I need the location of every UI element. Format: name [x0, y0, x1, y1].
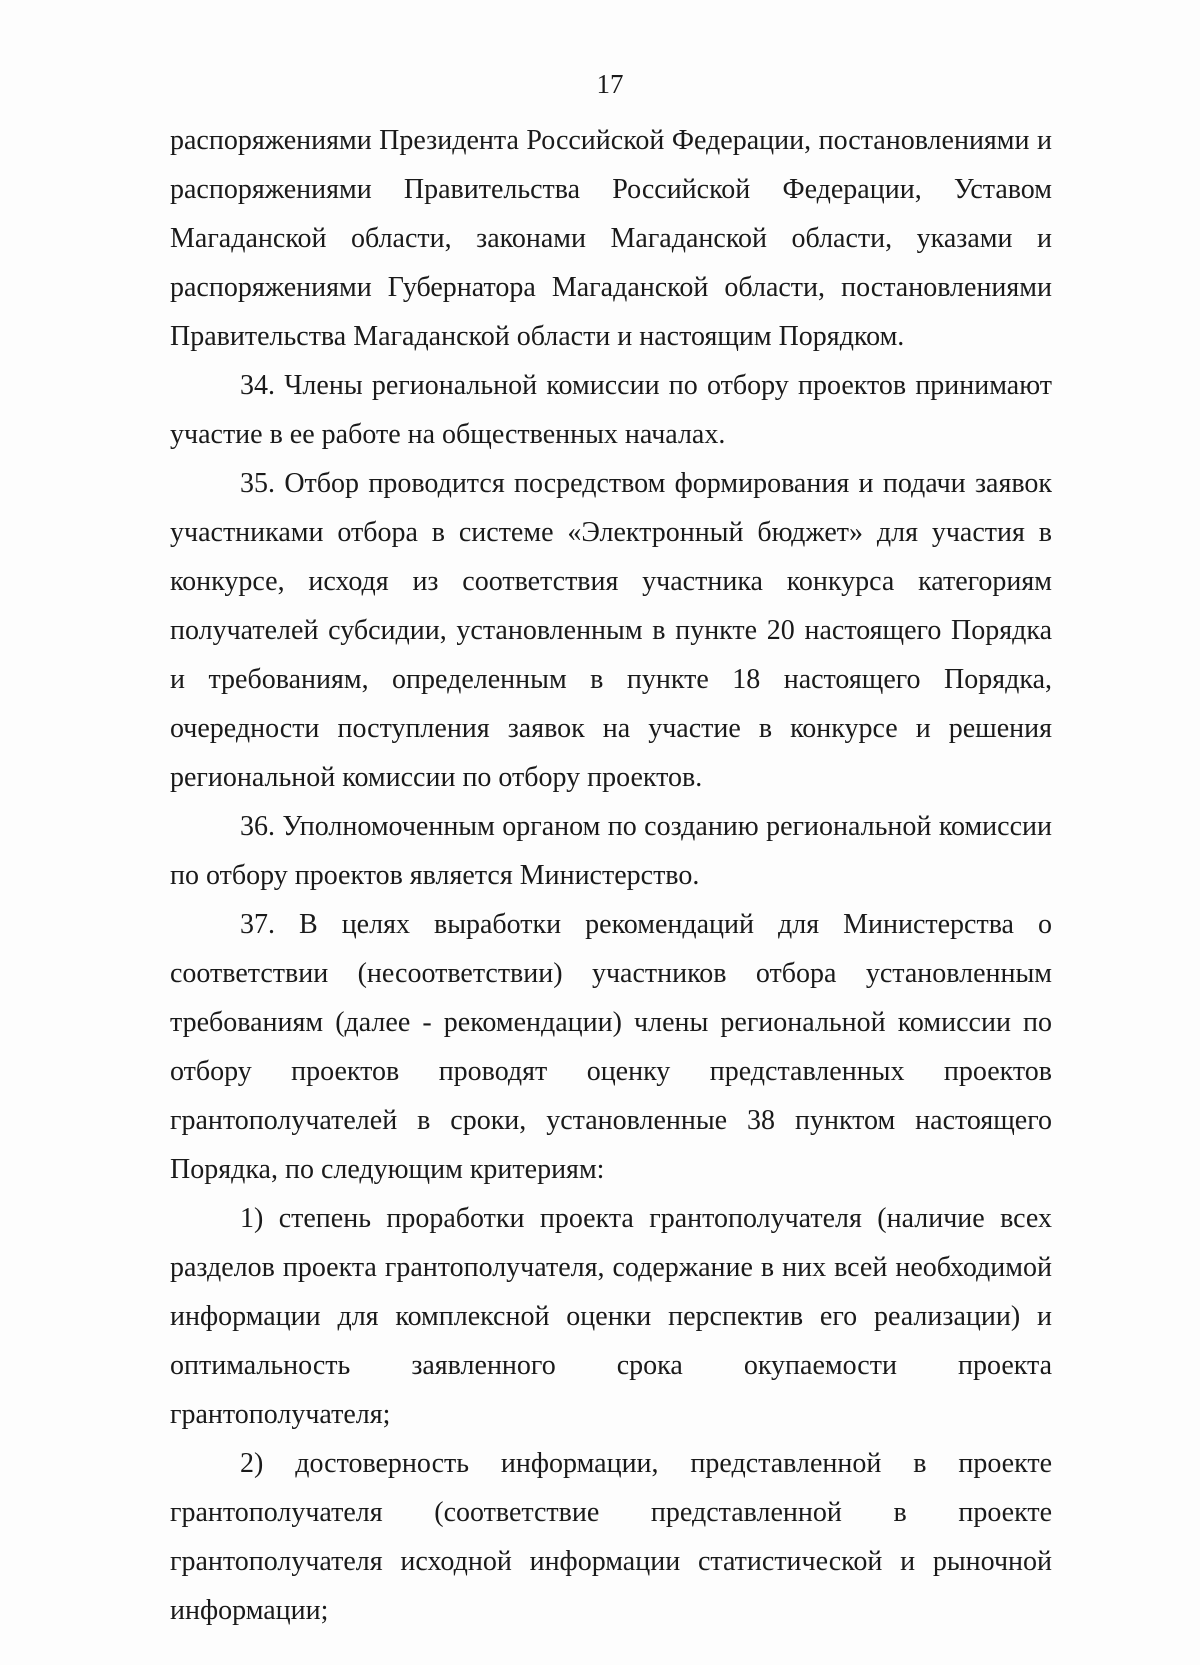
paragraph-35: 35. Отбор проводится посредством формирования и подачи заявок участниками отбора в системе «Электронный бюджет» для участия в конкурсе, исходя из соответствия участника конкурса категориям получателей субсидии, установленным в пункте 20 настоящего Порядка и требованиям, определенным в пункте 18 настоящего Порядка, очередности поступления заявок на участие в конкурсе и решения региональной комиссии по отбору проектов. — [170, 468, 1052, 793]
document-body — [170, 116, 1052, 1635]
page-number: 17 — [596, 69, 624, 99]
paragraph-37-item-1: 1) степень проработки проекта грантополучателя (наличие всех разделов проекта грантополучателя, содержание в них всей необходимой информации для комплексной оценки перспектив его реализации) и оптимальность заявленного срока окупаемости проекта грантополучателя; — [170, 1203, 1052, 1430]
paragraph-36: 36. Уполномоченным органом по созданию региональной комиссии по отбору проектов является Министерство. — [170, 811, 1052, 891]
paragraph-34: 34. Члены региональной комиссии по отбору проектов принимают участие в ее работе на общественных началах. — [170, 370, 1052, 450]
paragraph-continuation: распоряжениями Президента Российской Федерации, постановлениями и распоряжениями Правительства Российской Федерации, Уставом Магаданской области, законами Магаданской области, указами и распоряжениями Губернатора Магаданской области, постановлениями Правительства Магаданской области и настоящим Порядком. — [170, 125, 1052, 352]
paragraph-37: 37. В целях выработки рекомендаций для Министерства о соответствии (несоответствии) участников отбора установленным требованиям (далее - рекомендации) члены региональной комиссии по отбору проектов проводят оценку представленных проектов грантополучателей в сроки, установленные 38 пунктом настоящего Порядка, по следующим критериям: — [170, 909, 1052, 1185]
paragraph-37-item-2: 2) достоверность информации, представленной в проекте грантополучателя (соответствие представленной в проекте грантополучателя исходной информации статистической и рыночной информации; — [170, 1448, 1052, 1626]
